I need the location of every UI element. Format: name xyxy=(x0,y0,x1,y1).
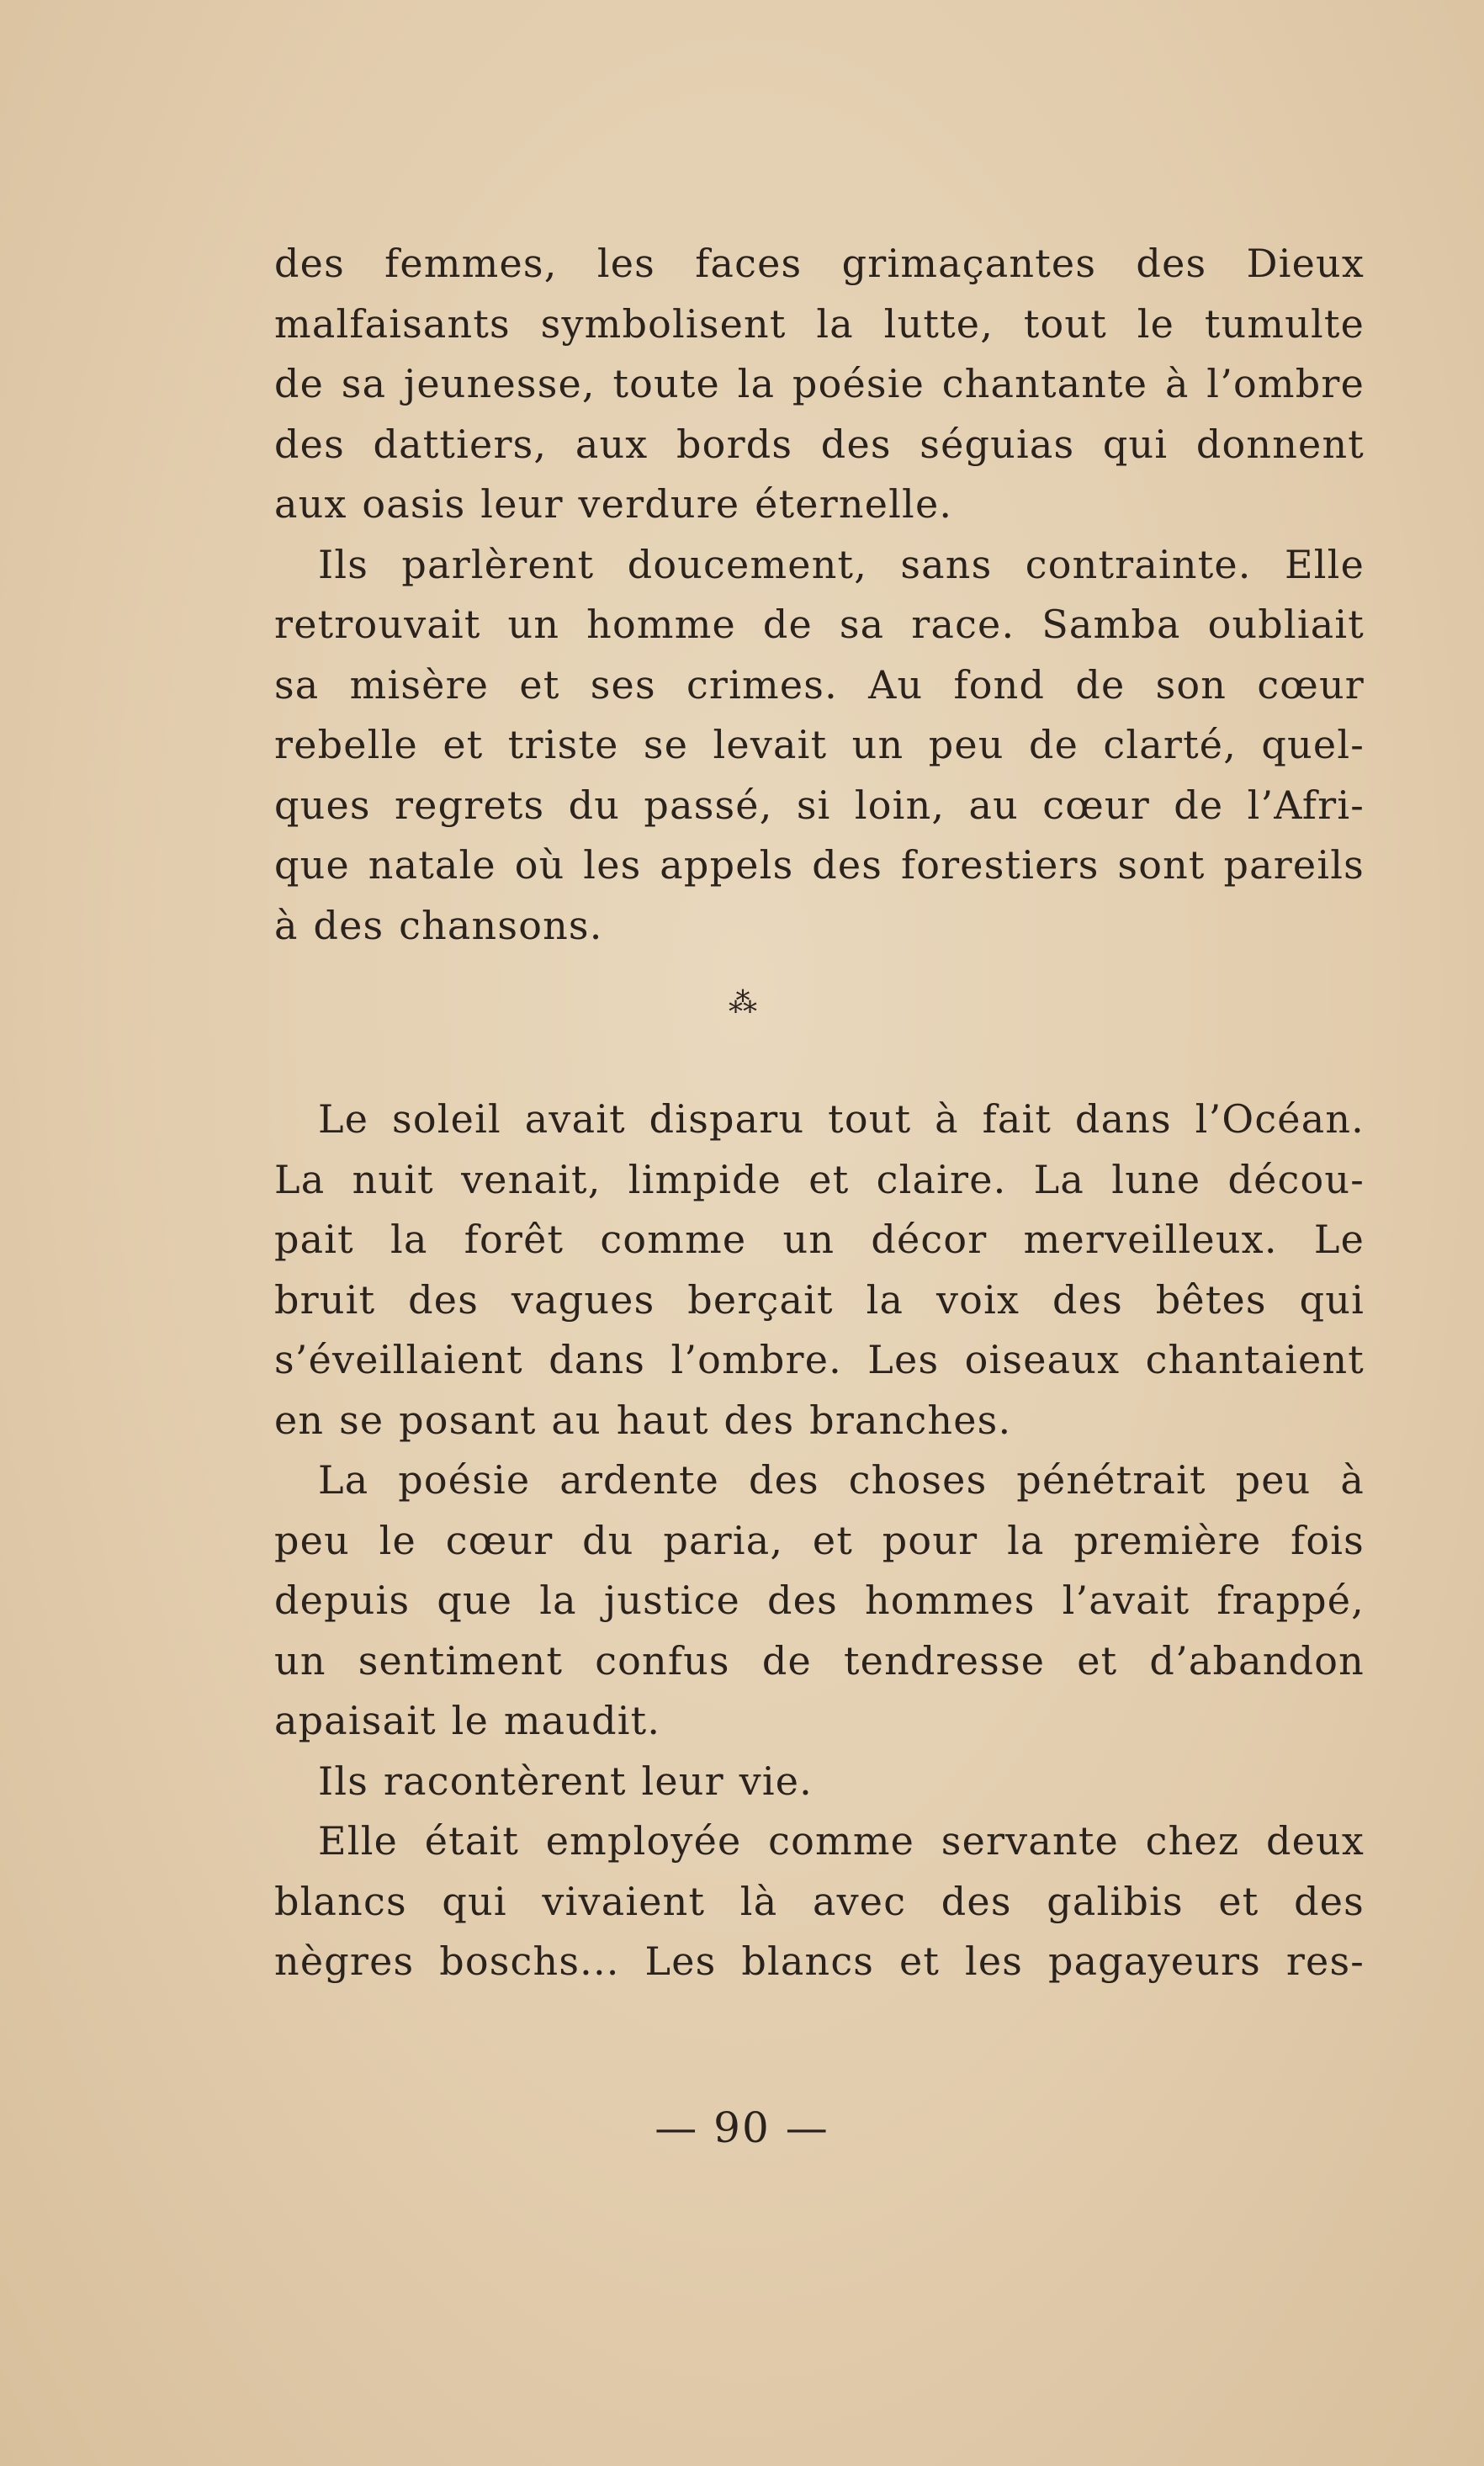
text-line: ques regrets du passé, si loin, au cœur de l’Afri- xyxy=(274,782,1365,828)
text-line: malfaisants symbolisent la lutte, tout le tumulte xyxy=(274,300,1365,347)
text-line: apaisait le maudit. xyxy=(274,1698,661,1743)
text-line: des femmes, les faces grimaçantes des Dieux xyxy=(274,241,1365,286)
text-line: de sa jeunesse, toute la poésie chantante à l’ombre xyxy=(274,361,1365,406)
section-asterism xyxy=(0,986,1484,1020)
text-line: Ils parlèrent doucement, sans contrainte. Elle xyxy=(318,541,1365,587)
text-line: bruit des vagues berçait la voix des bêtes qui xyxy=(274,1276,1365,1323)
text-line: depuis que la justice des hommes l’avait frappé, xyxy=(274,1578,1365,1623)
asterism-glyph: ⁂ xyxy=(729,986,755,1020)
text-block-top xyxy=(274,234,1365,956)
text-line: nègres boschs... Les blancs et les pagayeurs res- xyxy=(274,1938,1365,1984)
text-line: retrouvait un homme de sa race. Samba oubliait xyxy=(274,602,1365,647)
text-line: rebelle et triste se levait un peu de clarté, quel- xyxy=(274,722,1365,767)
page-number: — 90 — xyxy=(655,2103,829,2152)
text-line: à des chansons. xyxy=(274,902,603,948)
text-block-bottom xyxy=(274,1090,1365,1992)
text-line: aux oasis leur verdure éternelle. xyxy=(274,481,953,527)
text-line: La poésie ardente des choses pénétrait peu à xyxy=(318,1457,1365,1503)
text-line: peu le cœur du paria, et pour la première fois xyxy=(274,1517,1365,1563)
text-line: sa misère et ses crimes. Au fond de son cœur xyxy=(274,661,1365,708)
text-line: Le soleil avait disparu tout à fait dans l’Océan. xyxy=(318,1096,1365,1142)
text-line: pait la forêt comme un décor merveilleux. Le xyxy=(274,1217,1365,1262)
text-line: blancs qui vivaient là avec des galibis et des xyxy=(274,1878,1365,1924)
text-line: Ils racontèrent leur vie. xyxy=(318,1758,813,1804)
text-line: Elle était employée comme servante chez deux xyxy=(318,1818,1365,1864)
text-line: que natale où les appels des forestiers sont pareils xyxy=(274,842,1365,888)
text-line: des dattiers, aux bords des séguias qui donnent xyxy=(274,421,1365,467)
text-line: un sentiment confus de tendresse et d’abandon xyxy=(274,1637,1365,1684)
text-line: La nuit venait, limpide et claire. La lune décou- xyxy=(274,1156,1365,1202)
text-line: en se posant au haut des branches. xyxy=(274,1397,1012,1443)
text-line: s’éveillaient dans l’ombre. Les oiseaux chantaient xyxy=(274,1337,1365,1382)
